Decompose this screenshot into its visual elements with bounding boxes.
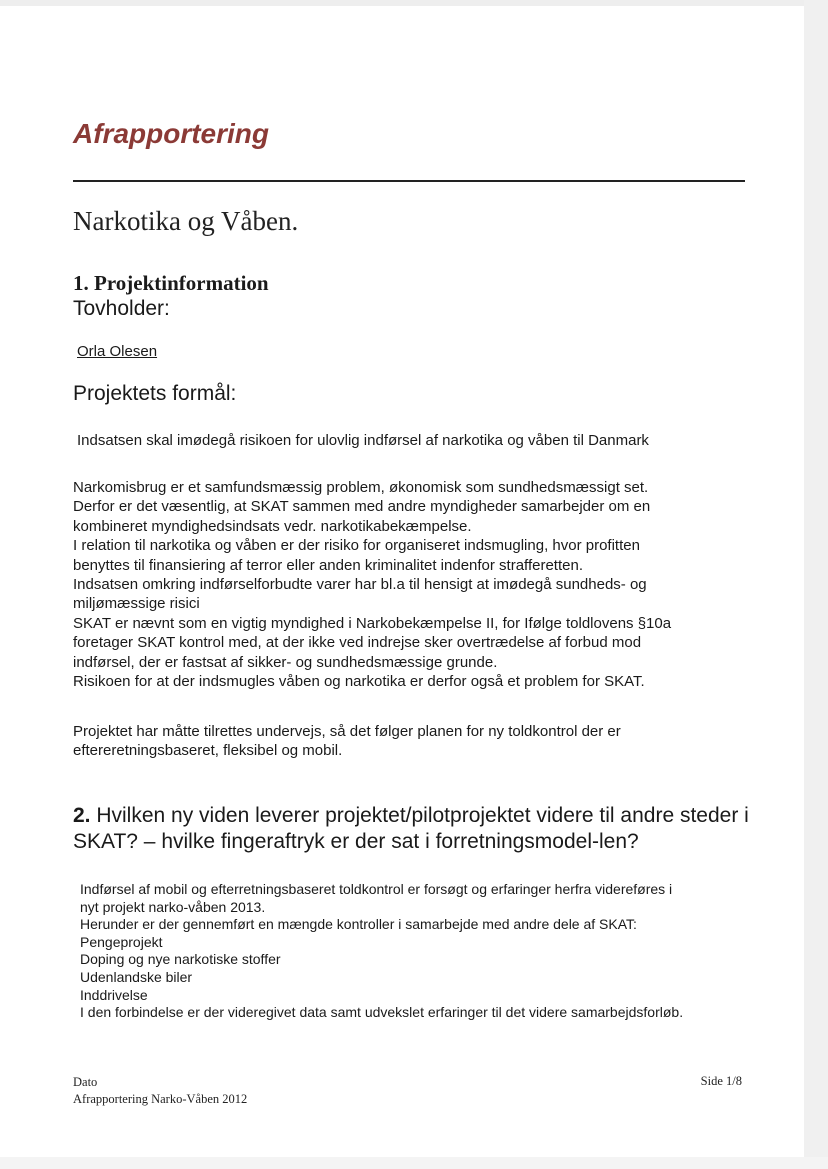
- adjustment-paragraph: [73, 722, 753, 761]
- footer-doc-name: Afrapportering Narko-Våben 2012: [73, 1091, 248, 1106]
- body-line: nyt projekt narko-våben 2013.: [80, 898, 266, 915]
- body-line: Projektet har måtte tilrettes undervejs, så det følger planen for ny toldkontrol der er: [73, 723, 621, 740]
- scan-edge-top: [0, 0, 828, 6]
- body-line: Pengeprojekt: [80, 933, 163, 950]
- body-line: SKAT er nævnt som en vigtig myndighed i Narkobekæmpelse II, for Ifølge toldlovens §10a: [73, 614, 672, 632]
- section1-heading: 1. Projektinformation: [73, 271, 269, 295]
- document-subtitle: Narkotika og Våben.: [73, 206, 299, 236]
- body-line: benyttes til finansiering af terror eller anden kriminalitet indenfor strafferetten.: [73, 556, 583, 574]
- section2-heading: [73, 803, 753, 855]
- body-line: Udenlandske biler: [80, 968, 193, 985]
- lead-label: Tovholder:: [73, 297, 170, 320]
- body-line: foretager SKAT kontrol med, at der ikke ved indrejse sker overtrædelse af forbud mod: [73, 634, 642, 652]
- scan-edge-bottom: [0, 1157, 828, 1169]
- body-line: Herunder er der gennemført en mængde kontroller i samarbejde med andre dele af SKAT:: [80, 916, 637, 933]
- body-line: Doping og nye narkotiske stoffer: [80, 951, 281, 968]
- body-line: Derfor er det væsentlig, at SKAT sammen med andre myndigheder samarbejder om en: [73, 498, 651, 516]
- footer-page-number: Side 1/8: [700, 1074, 742, 1088]
- body-line: Narkomisbrug er et samfundsmæssig problem, økonomisk som sundhedsmæssigt set.: [73, 479, 649, 496]
- purpose-heading: Projektets formål:: [73, 382, 237, 405]
- body-line: miljømæssige risici: [73, 595, 200, 613]
- title-divider: [73, 180, 745, 182]
- footer-date-label: Dato: [73, 1075, 98, 1089]
- scan-edge-right: [804, 0, 828, 1169]
- footer-left: [73, 1074, 247, 1107]
- body-line: Risikoen for at der indsmugles våben og narkotika er derfor også et problem for SKAT.: [73, 673, 645, 691]
- body-line: I den forbindelse er der videregivet data samt udvekslet erfaringer til det videre samarbejdsforløb.: [80, 1004, 684, 1021]
- body-line: Indsatsen omkring indførselforbudte varer har bl.a til hensigt at imødegå sundheds- og: [73, 576, 647, 594]
- section2-number: 2.: [73, 804, 91, 827]
- lead-name: Orla Olesen: [77, 343, 158, 360]
- section2-heading-text: Hvilken ny viden leverer projektet/pilotprojektet videre til andre steder i SKAT? – hvilke fingeraftryk er der sat i forretningsmodel-len?: [73, 804, 749, 853]
- document-title: Afrapportering: [73, 118, 269, 149]
- section1-body: [73, 478, 753, 691]
- purpose-sentence: Indsatsen skal imødegå risikoen for ulovlig indførsel af narkotika og våben til Danmark: [77, 432, 649, 449]
- body-line: eftereretningsbaseret, fleksibel og mobil.: [73, 742, 343, 760]
- body-line: indførsel, der er fastsat af sikker- og sundhedsmæssige grunde.: [73, 653, 498, 671]
- section2-body: [80, 881, 750, 1022]
- body-line: I relation til narkotika og våben er der risiko for organiseret indsmugling, hvor profitten: [73, 537, 640, 555]
- body-line: kombineret myndighedsindsats vedr. narkotikabekæmpelse.: [73, 517, 472, 535]
- body-line: Inddrivelse: [80, 986, 148, 1003]
- body-line: Indførsel af mobil og efterretningsbaseret toldkontrol er forsøgt og erfaringer herfra videreføres i: [80, 881, 673, 897]
